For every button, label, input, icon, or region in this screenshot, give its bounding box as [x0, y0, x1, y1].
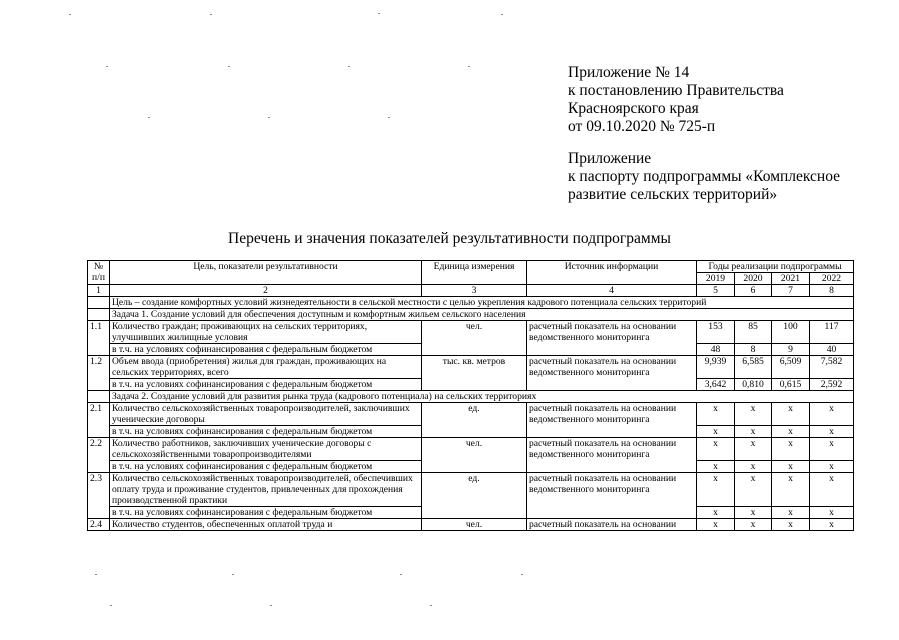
scan-speck [270, 605, 272, 606]
indicator-value: x [735, 438, 772, 461]
indicator-sub-value: x [810, 426, 854, 438]
scan-speck [430, 605, 432, 606]
indicator-value: x [810, 519, 854, 531]
goal-text: Цель – создание комфортных условий жизнедеятельности в сельской местности с целью укрепления кадрового потенциала сельских территорий [110, 297, 854, 309]
indicator-sub-value: 9 [772, 344, 810, 356]
indicator-unit: ед. [422, 403, 527, 438]
header-year: 2021 [772, 273, 810, 285]
indicator-num: 1.1 [88, 321, 110, 356]
indicator-unit: чел. [422, 321, 527, 356]
indicator-sub-label: в т.ч. на условиях софинансирования с федеральным бюджетом [110, 379, 422, 391]
column-number: 3 [422, 285, 527, 297]
indicator-num: 2.4 [88, 519, 110, 531]
indicator-sub-value: x [772, 426, 810, 438]
indicator-value: 9,939 [697, 356, 735, 379]
indicator-sub-label: в т.ч. на условиях софинансирования с федеральным бюджетом [110, 507, 422, 519]
indicator-value: 85 [735, 321, 772, 344]
indicator-sub-value: 0,615 [772, 379, 810, 391]
indicator-value: x [772, 403, 810, 426]
header-year: 2019 [697, 273, 735, 285]
indicator-value: x [810, 438, 854, 461]
indicator-value: x [810, 403, 854, 426]
indicator-value: x [810, 473, 854, 507]
task-num-cell [88, 391, 110, 403]
indicators-table [87, 260, 854, 531]
indicator-sub-label: в т.ч. на условиях софинансирования с федеральным бюджетом [110, 344, 422, 356]
indicator-sub-value: x [810, 461, 854, 473]
indicator-value: 153 [697, 321, 735, 344]
indicators-table-body [88, 261, 854, 531]
scan-speck [95, 574, 97, 575]
indicator-value: x [772, 519, 810, 531]
indicator-sub-value: x [772, 507, 810, 519]
indicator-unit: тыс. кв. метров [422, 356, 527, 391]
indicator-source: расчетный показатель на основании ведомственного мониторинга [527, 403, 697, 438]
column-number: 1 [88, 285, 110, 297]
indicator-value: 6,585 [735, 356, 772, 379]
indicator-value: 117 [810, 321, 854, 344]
scan-speck [232, 574, 234, 575]
scan-speck [106, 66, 108, 67]
header-years-group: Годы реализации подпрограммы [697, 261, 854, 273]
indicator-sub-value: 2,592 [810, 379, 854, 391]
goal-row [88, 297, 854, 309]
indicator-value: 100 [772, 321, 810, 344]
indicator-value: x [772, 438, 810, 461]
indicator-sub-value: x [697, 507, 735, 519]
indicator-unit: чел. [422, 519, 527, 531]
indicator-sub-value: x [772, 461, 810, 473]
indicator-value: x [735, 519, 772, 531]
header-unit: Единица измерения [422, 261, 527, 285]
indicator-unit: чел. [422, 438, 527, 473]
appendix-main-line: от 09.10.2020 № 725-п [568, 118, 716, 135]
appendix-main-line: Приложение № 14 [568, 64, 690, 81]
indicator-unit: ед. [422, 473, 527, 519]
indicator-sub-value: x [735, 461, 772, 473]
indicator-value: x [697, 438, 735, 461]
indicator-num: 1.2 [88, 356, 110, 391]
indicator-num: 2.1 [88, 403, 110, 438]
indicator-sub-value: x [697, 426, 735, 438]
header-year: 2022 [810, 273, 854, 285]
scan-speck [400, 574, 402, 575]
column-number-row [88, 285, 854, 297]
indicator-sub-value: 40 [810, 344, 854, 356]
appendix-main-line: к постановлению Правительства [568, 82, 784, 99]
indicator-sub-value: x [810, 507, 854, 519]
indicator-sub-value: 0,810 [735, 379, 772, 391]
indicator-value: x [735, 473, 772, 507]
column-number: 2 [110, 285, 422, 297]
indicator-sub-value: 8 [735, 344, 772, 356]
appendix-main-block [568, 64, 784, 136]
scan-speck [501, 14, 503, 15]
scan-speck [388, 117, 390, 118]
goal-num-cell [88, 297, 110, 309]
indicator-row [88, 438, 854, 461]
scan-speck [110, 605, 112, 606]
scan-speck [521, 574, 523, 575]
indicator-source: расчетный показатель на основании ведомственного мониторинга [527, 321, 697, 356]
document-title: Перечень и значения показателей результативности подпрограммы [228, 230, 671, 247]
indicator-value: 7,582 [810, 356, 854, 379]
scan-speck [228, 66, 230, 67]
task-num-cell [88, 309, 110, 321]
indicator-sub-label: в т.ч. на условиях софинансирования с федеральным бюджетом [110, 461, 422, 473]
task-row [88, 391, 854, 403]
scan-speck [468, 66, 470, 67]
appendix-passport-block [568, 150, 840, 204]
indicator-sub-value: 48 [697, 344, 735, 356]
scan-speck [69, 14, 71, 15]
scan-speck [378, 13, 380, 14]
indicator-row-partial [88, 519, 854, 531]
column-number: 4 [527, 285, 697, 297]
column-number: 6 [735, 285, 772, 297]
column-number: 5 [697, 285, 735, 297]
task-text: Задача 2. Создание условий для развития рынка труда (кадрового потенциала) на сельских территориях [110, 391, 854, 403]
scan-speck [348, 66, 350, 67]
scan-speck [148, 117, 150, 118]
header-source: Источник информации [527, 261, 697, 285]
indicator-value: x [697, 519, 735, 531]
indicator-value: x [697, 403, 735, 426]
indicator-name: Количество работников, заключивших ученические договоры с сельскохозяйственными товаропроизводителями [110, 438, 422, 461]
column-number: 8 [810, 285, 854, 297]
header-num: № п/п [88, 261, 110, 285]
indicator-value: x [735, 403, 772, 426]
task-row [88, 309, 854, 321]
indicator-name: Количество сельскохозяйственных товаропроизводителей, заключивших ученические договоры [110, 403, 422, 426]
indicator-sub-value: x [735, 507, 772, 519]
indicator-value: x [772, 473, 810, 507]
indicator-name: Количество сельскохозяйственных товаропроизводителей, обеспечивших оплату труда и проживание студентов, привлеченных для прохождения производственной практики [110, 473, 422, 507]
indicator-source: расчетный показатель на основании ведомственного мониторинга [527, 438, 697, 473]
task-text: Задача 1. Создание условий для обеспечения доступным и комфортным жильем сельского населения [110, 309, 854, 321]
appendix-passport-line: развитие сельских территорий» [568, 186, 778, 203]
indicator-sub-value: x [735, 426, 772, 438]
indicator-row [88, 321, 854, 344]
header-year: 2020 [735, 273, 772, 285]
indicator-sub-value: x [697, 461, 735, 473]
header-goal: Цель, показатели результативности [110, 261, 422, 285]
appendix-main-line: Красноярского края [568, 100, 699, 117]
indicator-source: расчетный показатель на основании [527, 519, 697, 531]
indicator-name: Количество граждан; проживающих на сельских территориях, улучшивших жилищные условия [110, 321, 422, 344]
indicator-num: 2.3 [88, 473, 110, 519]
indicator-row [88, 473, 854, 507]
indicator-row [88, 403, 854, 426]
column-number: 7 [772, 285, 810, 297]
indicator-num: 2.2 [88, 438, 110, 473]
indicator-source: расчетный показатель на основании ведомственного мониторинга [527, 356, 697, 391]
indicator-name: Объем ввода (приобретения) жилья для граждан, проживающих на сельских территориях, всего [110, 356, 422, 379]
scan-speck [210, 14, 212, 15]
indicator-name: Количество студентов, обеспеченных оплатой труда и [110, 519, 422, 531]
scan-speck [268, 117, 270, 118]
indicator-sub-label: в т.ч. на условиях софинансирования с федеральным бюджетом [110, 426, 422, 438]
table-header-row [88, 261, 854, 273]
indicator-value: 6,509 [772, 356, 810, 379]
indicator-source: расчетный показатель на основании ведомственного мониторинга [527, 473, 697, 519]
indicator-row [88, 356, 854, 379]
appendix-passport-line: к паспорту подпрограммы «Комплексное [568, 168, 841, 185]
appendix-passport-line: Приложение [568, 150, 652, 167]
indicator-value: x [697, 473, 735, 507]
indicator-sub-value: 3,642 [697, 379, 735, 391]
